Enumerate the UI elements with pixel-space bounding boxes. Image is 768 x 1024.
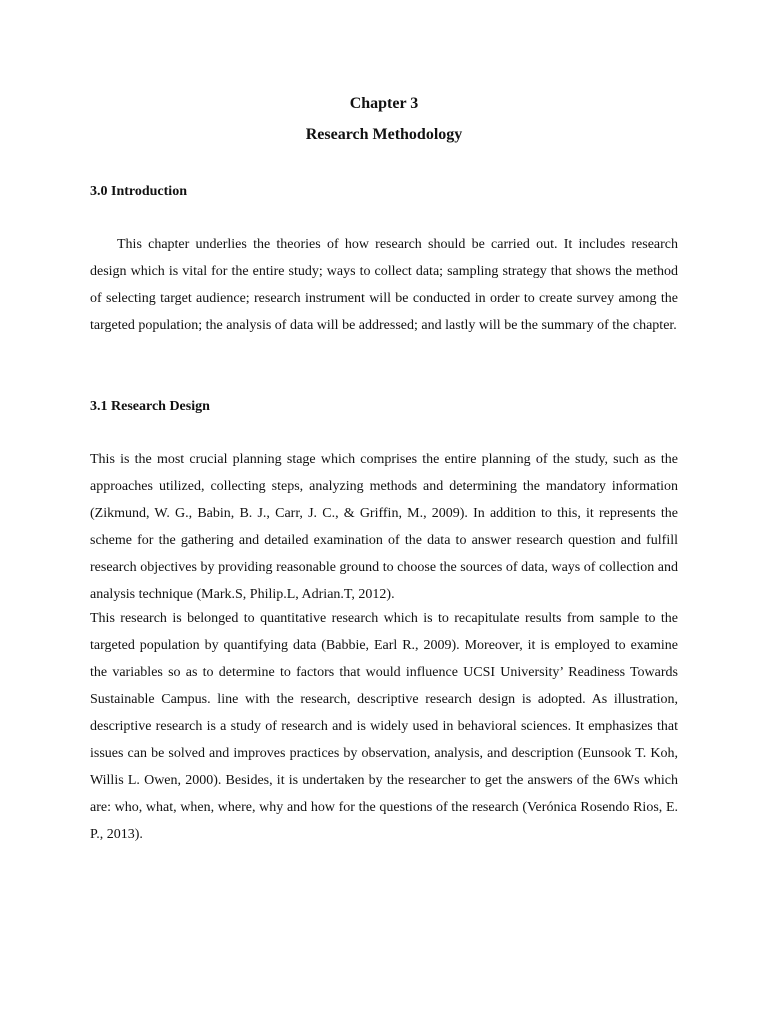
research-design-paragraph-1: This is the most crucial planning stage which comprises the entire planning of the study, such as the approaches utilized, collecting steps, analyzing methods and determining the mandatory information (Zikmund, W. G., Babin, B. J., Carr, J. C., & Griffin, M., 2009). In addition to this, it represents the scheme for the gathering and detailed examination of the data to answer research question and fulfill research objectives by providing reasonable ground to choose the sources of data, ways of collection and analysis technique (Mark.S, Philip.L, Adrian.T, 2012). bbox=[90, 452, 678, 602]
research-design-paragraph-2: This research is belonged to quantitative research which is to recapitulate results from sample to the targeted population by quantifying data (Babbie, Earl R., 2009). Moreover, it is employed to examine the variables so as to determine to factors that would influence UCSI University’ Readiness Towards Sustainable Campus. line with the research, descriptive research design is adopted. As illustration, descriptive research is a study of research and is widely used in behavioral sciences. It emphasizes that issues can be solved and improves practices by observation, analysis, and description (Eunsook T. Koh, Willis L. Owen, 2000). Besides, it is undertaken by the researcher to get the answers of the 6Ws which are: who, what, when, where, why and how for the questions of the research (Verónica Rosendo Rios, E. P., 2013). bbox=[90, 611, 678, 842]
introduction-paragraph: This chapter underlies the theories of how research should be carried out. It includes research design which is vital for the entire study; ways to collect data; sampling strategy that shows the method of selecting target audience; research instrument will be conducted in order to create survey among the targeted population; the analysis of data will be addressed; and lastly will be the summary of the chapter. bbox=[90, 237, 678, 333]
chapter-number: Chapter 3 bbox=[349, 95, 419, 112]
chapter-title: Research Methodology bbox=[305, 126, 463, 143]
section-heading-research-design: 3.1 Research Design bbox=[90, 399, 210, 414]
section-heading-introduction: 3.0 Introduction bbox=[90, 184, 187, 199]
